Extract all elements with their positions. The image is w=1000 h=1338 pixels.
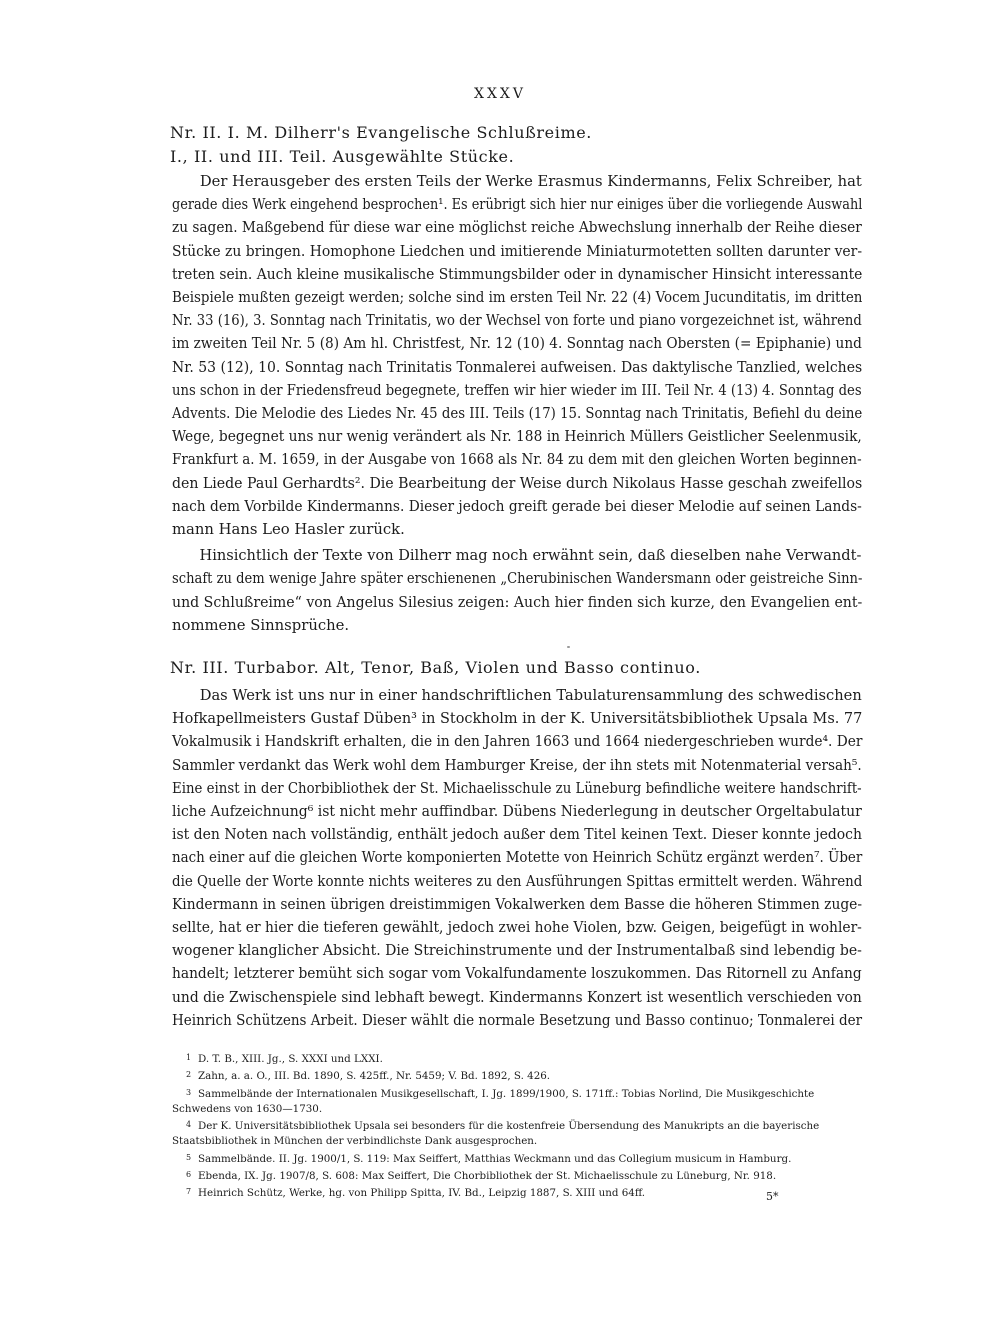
footnote-number: 2: [186, 1070, 192, 1080]
footnote-number: 6: [186, 1170, 192, 1180]
footnote-text: Der K. Universitätsbibliothek Upsala sei besonders für die kostenfreie Übersendung des Manukripts an die bayerische: [198, 1120, 820, 1133]
footnote-text: Sammelbände der Internationalen Musikgesellschaft, I. Jg. 1899/1900, S. 171ff.: Tobias Norlind, Die Musikgeschichte: [198, 1087, 815, 1100]
text-line: Heinrich Schützens Arbeit. Dieser wählt die normale Besetzung und Basso continuo; Tonmalerei der: [172, 1011, 863, 1029]
footnote-number: 5: [186, 1152, 192, 1162]
footnote-number: 3: [186, 1087, 192, 1097]
text-line: Sammler verdankt das Werk wohl dem Hamburger Kreise, der ihn stets mit Notenmaterial versah⁵.: [172, 756, 862, 774]
section-dilherr: [172, 121, 862, 637]
text-line: nach einer auf die gleichen Worte komponierten Motette von Heinrich Schütz ergänzt werden⁷. Über: [172, 849, 863, 867]
text-line: ist den Noten nach vollständig, enthält jedoch außer dem Titel keinen Text. Dieser konnte jedoch: [172, 826, 863, 844]
text-line: und die Zwischenspiele sind lebhaft bewegt. Kindermanns Konzert ist wesentlich verschieden von: [172, 988, 862, 1006]
text-line: Hinsichtlich der Texte von Dilherr mag noch erwähnt sein, daß dieselben nahe Verwandt-: [199, 547, 862, 565]
footnote-text: Sammelbände. II. Jg. 1900/1, S. 119: Max Seiffert, Matthias Weckmann und das Collegium musicum in Hamburg.: [198, 1152, 792, 1165]
text-line: zu sagen. Maßgebend für diese war eine möglichst reiche Abwechslung innerhalb der Reihe dieser: [172, 219, 862, 237]
footnote-continuation: [172, 1102, 862, 1117]
text-line: Nr. 53 (12), 10. Sonntag nach Trinitatis Tonmalerei aufweisen. Das daktylische Tanzlied, welches: [172, 358, 863, 376]
footnote: [186, 1085, 862, 1102]
paragraph: [172, 170, 862, 541]
text-line: mann Hans Leo Hasler zurück.: [172, 521, 405, 539]
footnote-text: Ebenda, IX. Jg. 1907/8, S. 608: Max Seiffert, Die Chorbibliothek der St. Michaelisschule zu Lüneburg, Nr. 918.: [198, 1170, 777, 1183]
footnote-text: D. T. B., XIII. Jg., S. XXXI und LXXI.: [198, 1053, 383, 1065]
text-line: handelt; letzterer bemüht sich sogar vom Vokalfundamente loszukommen. Das Ritornell zu Anfang: [172, 965, 862, 983]
section-subheading: I., II. und III. Teil. Ausgewählte Stücke.: [170, 147, 515, 166]
footnote: [186, 1167, 862, 1184]
footnote-text: Staatsbibliothek in München der verbindlichste Dank ausgesprochen.: [172, 1135, 538, 1148]
paragraph: [172, 684, 862, 1032]
signature-mark: 5*: [766, 1190, 779, 1203]
section-heading: Nr. III. Turbabor. Alt, Tenor, Baß, Violen und Basso continuo.: [170, 658, 701, 677]
text-line: Advents. Die Melodie des Liedes Nr. 45 des III. Teils (17) 15. Sonntag nach Trinitatis, Befiehl du deine: [172, 405, 863, 423]
text-line: Vokalmusik i Handskrift erhalten, die in den Jahren 1663 und 1664 niedergeschrieben wurde⁴. Der: [172, 733, 863, 751]
text-line: den Liede Paul Gerhardts². Die Bearbeitung der Weise durch Nikolaus Hasse geschah zweifellos: [172, 474, 863, 492]
text-line: Der Herausgeber des ersten Teils der Werke Erasmus Kindermanns, Felix Schreiber, hat: [199, 173, 862, 190]
text-line: die Quelle der Worte konnte nichts weiteres zu den Ausführungen Spittas ermittelt werden. Während: [172, 872, 863, 890]
footnote-text: Schwedens von 1630—1730.: [172, 1102, 323, 1115]
footnotes: [172, 1050, 862, 1202]
footnote: [186, 1184, 862, 1201]
text-line: Stücke zu bringen. Homophone Liedchen und imitierende Miniaturmotetten sollten darunter ver-: [172, 242, 863, 260]
text-line: sellte, hat er hier die tieferen gewählt, jedoch zwei hohe Violen, bzw. Geigen, beigefügt in wohler-: [172, 919, 862, 937]
text-line: Hofkapellmeisters Gustaf Düben³ in Stockholm in der K. Universitätsbibliothek Upsala Ms. 77: [172, 710, 863, 728]
footnote: [186, 1117, 862, 1134]
text-line: im zweiten Teil Nr. 5 (8) Am hl. Christfest, Nr. 12 (10) 4. Sonntag nach Obersten (= Epiphanie) und: [172, 335, 862, 353]
section-heading: Nr. II. I. M. Dilherr's Evangelische Schlußreime.: [170, 123, 592, 142]
text-line: Wege, begegnet uns nur wenig verändert als Nr. 188 in Heinrich Müllers Geistlicher Seelenmusik,: [172, 428, 862, 446]
footnote-text: Heinrich Schütz, Werke, hg. von Philipp Spitta, IV. Bd., Leipzig 1887, S. XIII und 64ff.: [198, 1187, 646, 1200]
page-number-roman: XXXV: [473, 86, 526, 102]
text-line: liche Aufzeichnung⁶ ist nicht mehr auffindbar. Dübens Niederlegung in deutscher Orgeltabulatur: [172, 803, 862, 821]
text-line: nach dem Vorbilde Kindermanns. Dieser jedoch greift gerade bei dieser Melodie auf seinen Lands-: [172, 497, 862, 515]
section-turbabor: [172, 656, 862, 1032]
text-line: Frankfurt a. M. 1659, in der Ausgabe von 1668 als Nr. 84 zu dem mit den gleichen Worten beginnen-: [172, 451, 862, 469]
text-line: Kindermann in seinen übrigen dreistimmigen Vokalwerken dem Basse die höheren Stimmen zuge-: [172, 895, 863, 913]
paragraph: [172, 544, 862, 637]
text-line: nommene Sinnsprüche.: [172, 616, 350, 634]
text-line: wogener klanglicher Absicht. Die Streichinstrumente und der Instrumentalbaß sind lebendig be-: [172, 942, 862, 960]
footnote: [186, 1050, 862, 1067]
footnote-number: 4: [186, 1120, 192, 1130]
text-line: uns schon in der Friedensfreud begegnete, treffen wir hier wieder im III. Teil Nr. 4 (13) 4. Sonntag des: [172, 381, 862, 399]
text-line: Das Werk ist uns nur in einer handschriftlichen Tabulaturensammlung des schwedischen: [199, 687, 862, 704]
text-line: treten sein. Auch kleine musikalische Stimmungsbilder oder in dynamischer Hinsicht interessante: [172, 265, 863, 283]
ink-speck: [567, 646, 570, 648]
footnote-number: 7: [186, 1187, 192, 1197]
footnote: [186, 1067, 862, 1084]
text-line: und Schlußreime“ von Angelus Silesius zeigen: Auch hier finden sich kurze, den Evangelien ent-: [172, 593, 863, 611]
footnote-text: Zahn, a. a. O., III. Bd. 1890, S. 425ff., Nr. 5459; V. Bd. 1892, S. 426.: [198, 1070, 551, 1083]
text-line: Beispiele mußten gezeigt werden; solche sind im ersten Teil Nr. 22 (4) Vocem Jucunditatis, im dritten: [172, 289, 863, 307]
text-line: schaft zu dem wenige Jahre später erschienenen „Cherubinischen Wandersmann oder geistreiche Sinn-: [172, 570, 863, 588]
text-line: Eine einst in der Chorbibliothek der St. Michaelisschule zu Lüneburg befindliche weitere handschrift-: [172, 779, 862, 797]
footnote-number: 1: [186, 1053, 192, 1062]
text-line: Nr. 33 (16), 3. Sonntag nach Trinitatis, wo der Wechsel von forte und piano vorgezeichnet ist, während: [172, 312, 862, 330]
footnote: [186, 1150, 862, 1167]
footnote-continuation: [172, 1134, 862, 1149]
text-line: gerade dies Werk eingehend besprochen¹. Es erübrigt sich hier nur einiges über die vorliegende Auswahl: [172, 196, 863, 214]
